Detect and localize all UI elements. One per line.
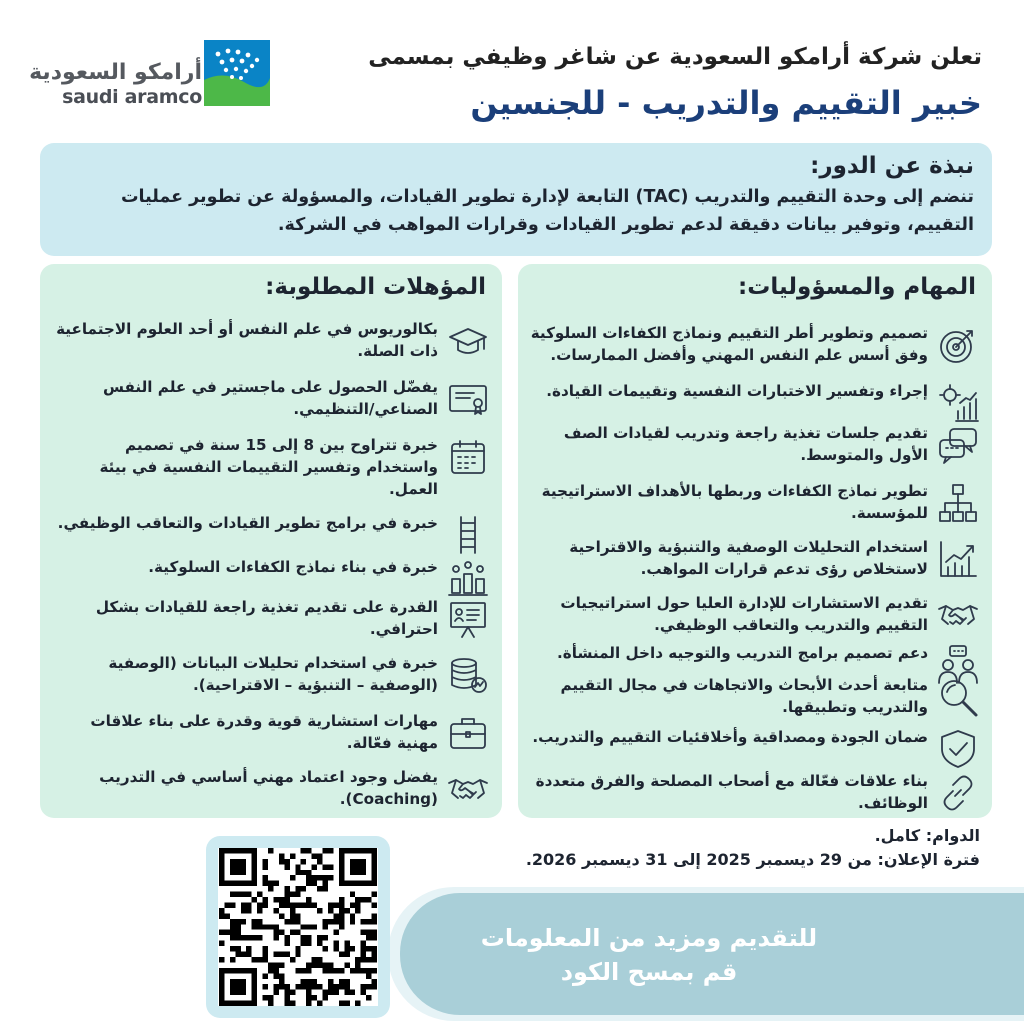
responsibility-item [526,770,980,815]
announcement-line: تعلن شركة أرامكو السعودية عن شاغر وظيفي بمسمى [368,44,982,70]
database-analytics-icon [446,653,490,697]
responsibility-text: تصميم وتطوير أطر التقييم ونماذج الكفاءات السلوكية وفق أسس علم النفس المهني وأفضل الممارسات. [530,324,928,364]
call-to-action-banner [400,893,1024,1015]
chat-bubbles-icon [936,423,980,467]
qualification-item [48,556,490,601]
qualification-text: القدرة على تقديم تغذية راجعة للقيادات بشكل احترافي. [95,598,438,638]
responsibility-text: ضمان الجودة ومصداقية وأخلاقئيات التقييم والتدريب. [532,728,928,746]
qualification-item [48,512,490,557]
shield-check-icon [936,727,980,771]
analytics-gear-icon [936,381,980,425]
chain-link-icon [936,771,980,815]
logo-text-english: saudi aramco [62,86,202,108]
responsibility-item [526,592,980,637]
responsibilities-title: المهام والمسؤوليات: [738,274,976,300]
magnifier-icon [936,675,980,719]
responsibility-item [526,422,980,467]
graduation-cap-icon [446,319,490,363]
qr-code[interactable] [218,848,378,1006]
team-podium-icon [446,557,490,601]
qualification-item [48,434,490,500]
qualification-text: خبرة في برامج تطوير القيادات والتعاقب الوظيفي. [57,514,438,532]
qualifications-title: المؤهلات المطلوبة: [265,274,486,300]
qr-code-frame [206,836,390,1018]
job-title: خبير التقييم والتدريب - للجنسين [470,84,982,122]
org-chart-icon [936,481,980,525]
about-role-title: نبذة عن الدور: [810,153,974,179]
responsibility-text: بناء علاقات فعّالة مع أصحاب المصلحة والفرق متعددة الوظائف. [535,772,928,812]
responsibility-text: استخدام التحليلات الوصفية والتنبؤية والاقتراحية لاستخلاص رؤى تدعم قرارات المواهب. [569,538,928,578]
responsibility-text: تقديم جلسات تغذية راجعة وتدريب لقيادات الصف الأول والمتوسط. [563,424,928,464]
call-to-action-text [434,921,864,989]
calendar-icon [446,435,490,479]
responsibility-text: إجراء وتفسير الاختبارات النفسية وتقييمات القيادة. [546,382,928,400]
qualification-text: خبرة تتراوح بين 8 إلى 15 سنة في تصميم واستخدام وتفسير التقييمات النفسية في بيئة العمل. [99,436,438,498]
qualification-item [48,318,490,363]
qualification-text: خبرة في استخدام تحليلات البيانات (الوصفية (الوصفية – التنبؤية – الاقتراحية). [108,654,438,694]
responsibilities-card [518,264,992,818]
about-role-text: تنضم إلى وحدة التقييم والتدريب (TAC) التابعة لإدارة تطوير القيادات، والمسؤولة عن تطوير عمليات التقييم، وتوفير بيانات دقيقة لدعم تطوير القيادات وقرارات المواهب في الشركة. [120,187,974,235]
cta-line-2: قم بمسح الكود [560,958,738,986]
presentation-board-icon [446,597,490,641]
qualification-item [48,376,490,421]
ladder-icon [446,513,490,557]
qualification-text: يفضل وجود اعتماد مهني أساسي في التدريب (Coaching). [99,768,438,808]
responsibility-text: تطوير نماذج الكفاءات وربطها بالأهداف الاستراتيجية للمؤسسة. [541,482,928,522]
qualification-item [48,766,490,811]
schedule-text: الدوام: كامل. [874,826,980,845]
qualification-text: بكالوريوس في علم النفس أو أحد العلوم الاجتماعية ذات الصلة. [56,320,438,360]
responsibility-item [526,726,980,771]
qualification-item [48,710,490,755]
briefcase-icon [446,711,490,755]
responsibility-item [526,674,980,719]
responsibility-item [526,322,980,367]
qualification-text: خبرة في بناء نماذج الكفاءات السلوكية. [148,558,438,576]
announcement-period-text: فترة الإعلان: من 29 ديسمبر 2025 إلى 31 ديسمبر 2026. [525,850,980,869]
qualifications-card [40,264,502,818]
responsibility-text: متابعة أحدث الأبحاث والاتجاهات في مجال التقييم والتدريب وتطبيقها. [560,676,928,716]
growth-chart-icon [936,537,980,581]
responsibility-item [526,480,980,525]
cta-line-1: للتقديم ومزيد من المعلومات [480,924,818,952]
qualification-text: مهارات استشارية قوية وقدرة على بناء علاقات مهنية فعّالة. [90,712,438,752]
responsibility-text: دعم تصميم برامج التدريب والتوجيه داخل المنشأة. [557,644,928,662]
logo-text-arabic: أرامكو السعودية [29,60,202,85]
about-role-card [40,143,992,256]
qualification-item [48,596,490,641]
certificate-icon [446,377,490,421]
responsibility-item [526,536,980,581]
aramco-logo-mark [204,40,270,106]
handshake-icon [936,593,980,637]
qualification-item [48,652,490,697]
qualification-text: يفضّل الحصول على ماجستير في علم النفس الصناعي/التنظيمي. [103,378,438,418]
responsibility-item [526,380,980,425]
handshake-icon [446,767,490,811]
responsibility-text: تقديم الاستشارات للإدارة العليا حول استراتيجيات التقييم والتدريب والتعاقب الوظيفي. [560,594,928,634]
target-icon [936,323,980,367]
